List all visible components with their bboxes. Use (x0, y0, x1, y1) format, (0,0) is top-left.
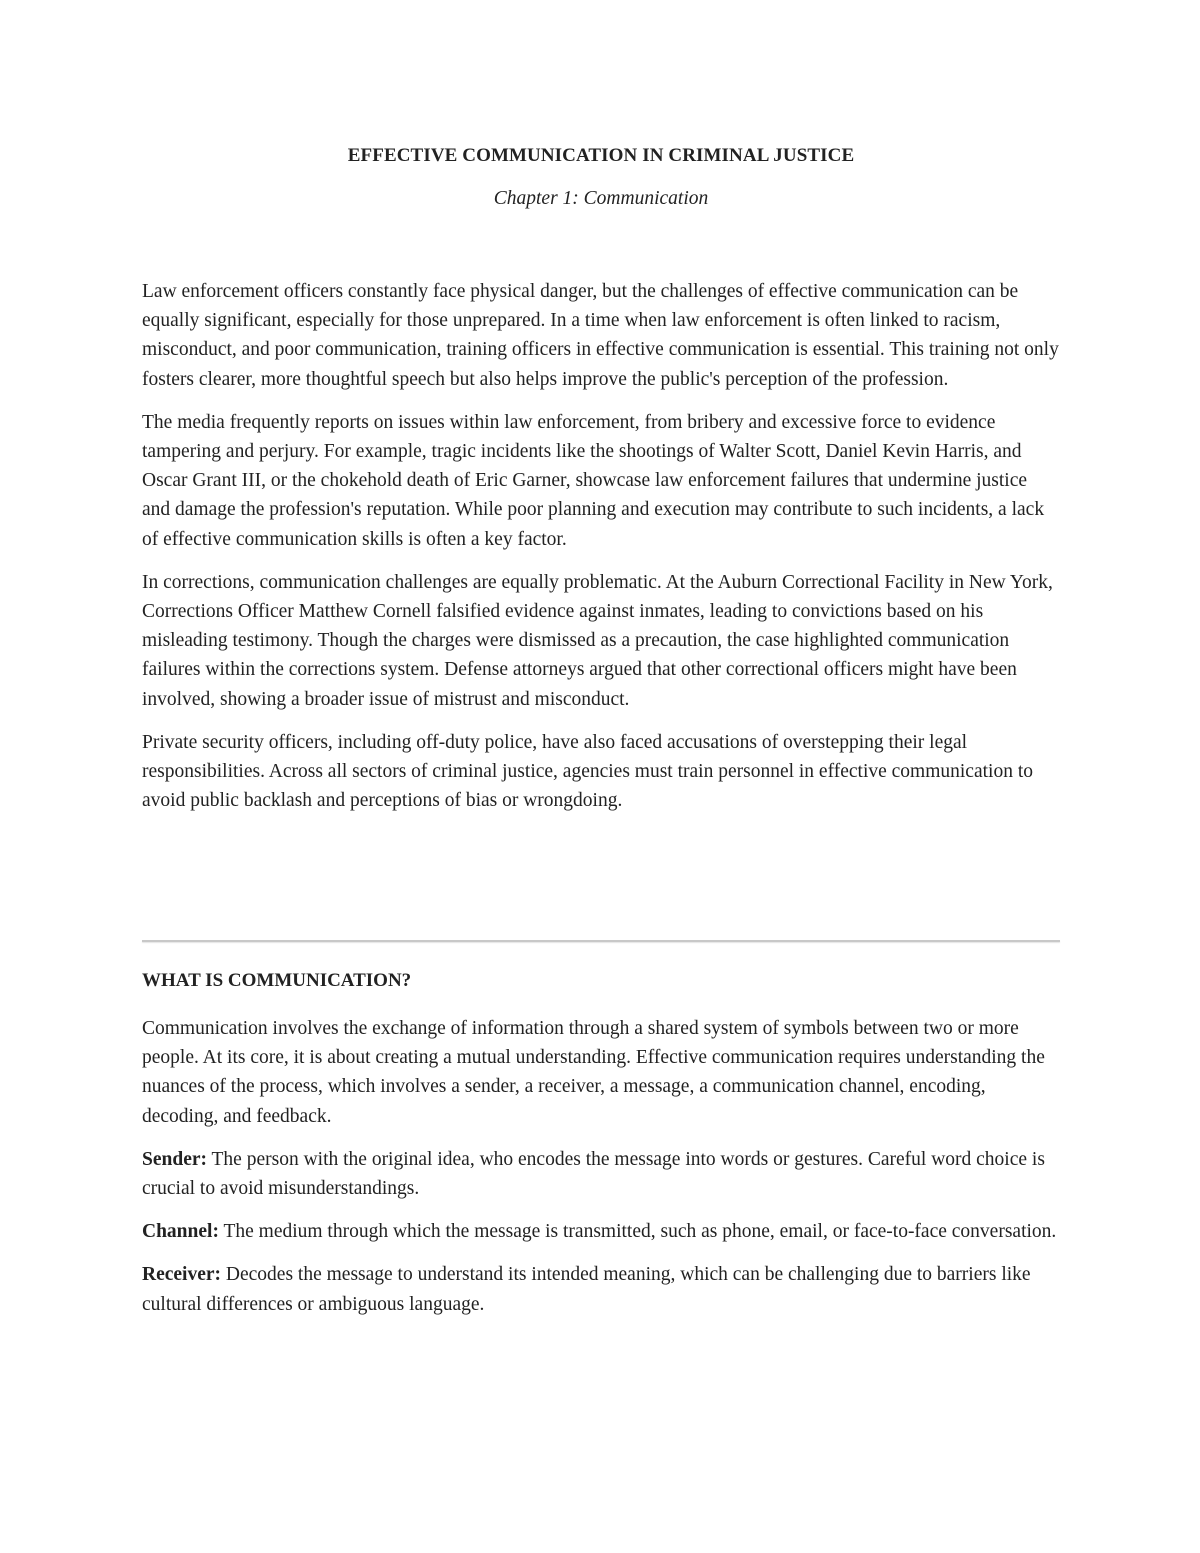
term-receiver (142, 1260, 1060, 1318)
section-divider (142, 940, 1060, 942)
intro-paragraph-2: The media frequently reports on issues within law enforcement, from bribery and excessive force to evidence tampering and perjury. For example, tragic incidents like the shootings of Walter Scott, Daniel Kevin Harris, and Oscar Grant III, or the chokehold death of Eric Garner, showcase law enforcement failures that undermine justice and damage the profession's reputation. While poor planning and execution may contribute to such incidents, a lack of effective communication skills is often a key factor. (142, 411, 1045, 550)
intro-paragraph-1: Law enforcement officers constantly face physical danger, but the challenges of effective communication can be equally significant, especially for those unprepared. In a time when law enforcement is often linked to racism, misconduct, and poor communication, training officers in effective communication is essential. This training not only fosters clearer, more thoughtful speech but also helps improve the public's perception of the profession. (142, 281, 1059, 390)
term-label: Channel: (142, 1221, 219, 1243)
term-definition: Decodes the message to understand its intended meaning, which can be challenging due to barriers like cultural differences or ambiguous language. (142, 1264, 1031, 1315)
term-label: Receiver: (142, 1264, 222, 1286)
communication-section (142, 1014, 1060, 1333)
term-label: Sender: (142, 1148, 207, 1170)
term-definition: The person with the original idea, who encodes the message into words or gestures. Careful word choice is crucial to avoid misunderstandings. (142, 1148, 1045, 1200)
term-channel (142, 1217, 1060, 1246)
document-title: EFFECTIVE COMMUNICATION IN CRIMINAL JUSTICE (347, 145, 855, 166)
intro-paragraph-3: In corrections, communication challenges are equally problematic. At the Auburn Correctional Facility in New York, Corrections Officer Matthew Cornell falsified evidence against inmates, leading to convictions based on his misleading testimony. Though the charges were dismissed as a precaution, the case highlighted communication failures within the corrections system. Defense attorneys argued that other correctional officers might have been involved, showing a broader issue of mistrust and misconduct. (142, 571, 1053, 710)
chapter-subtitle: Chapter 1: Communication (493, 188, 709, 209)
section-heading: WHAT IS COMMUNICATION? (142, 970, 412, 991)
term-definition: The medium through which the message is transmitted, such as phone, email, or face-to-face conversation. (218, 1221, 1057, 1243)
communication-definition-paragraph: Communication involves the exchange of information through a shared system of symbols between two or more people. At its core, it is about creating a mutual understanding. Effective communication requires understanding the nuances of the process, which involves a sender, a receiver, a message, a communication channel, encoding, decoding, and feedback. (142, 1018, 1045, 1127)
intro-section (142, 277, 1060, 829)
term-sender (142, 1145, 1060, 1203)
intro-paragraph-4: Private security officers, including off-duty police, have also faced accusations of overstepping their legal responsibilities. Across all sectors of criminal justice, agencies must train personnel in effective communication to avoid public backlash and perceptions of bias or wrongdoing. (142, 731, 1033, 812)
